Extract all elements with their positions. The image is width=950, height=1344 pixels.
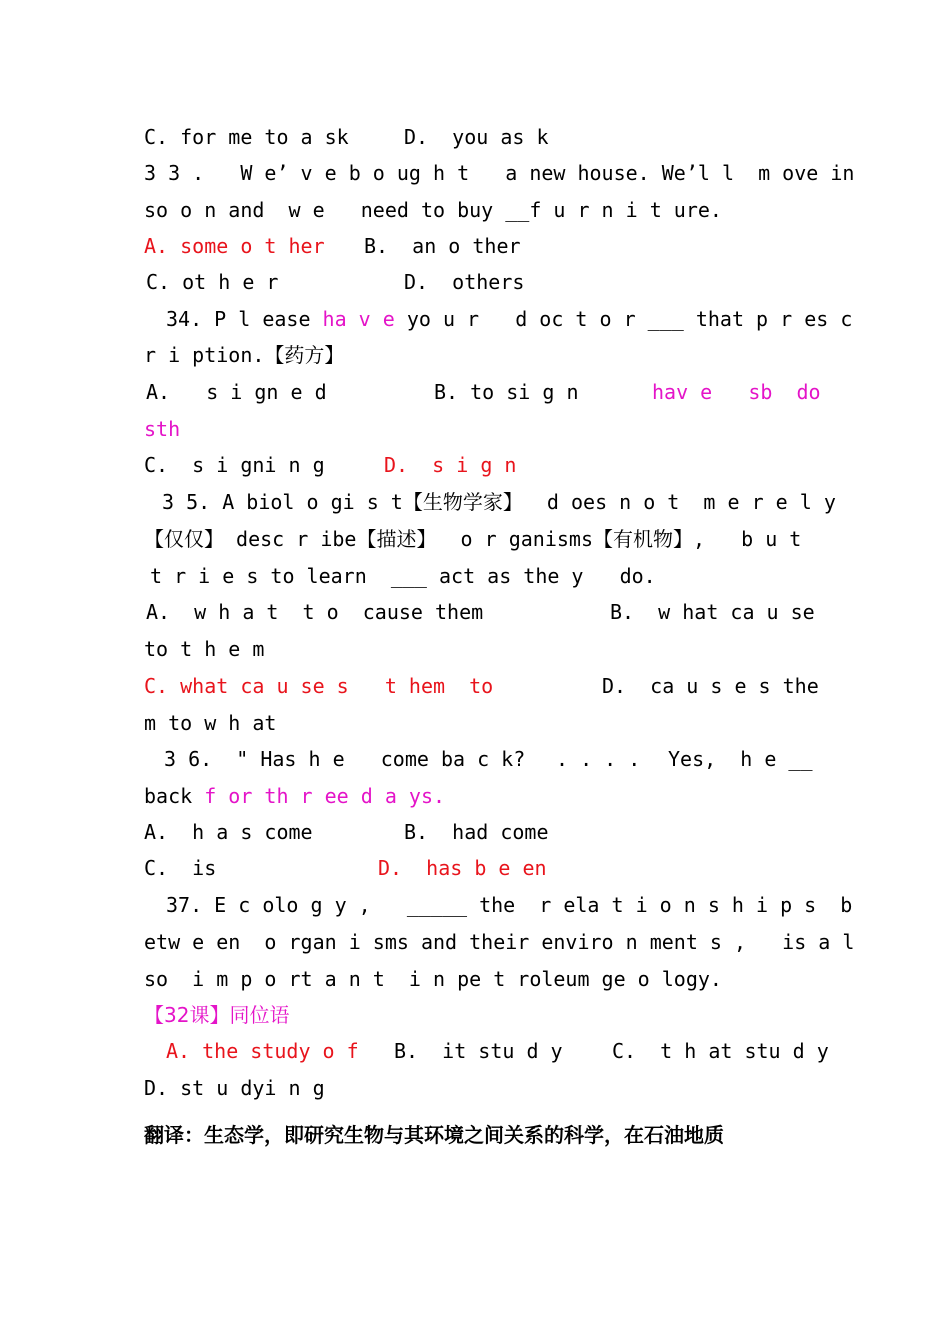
q35-option-b-line2: to t h e m — [144, 637, 265, 661]
q35-option-d-line2: m to w h at — [144, 711, 277, 735]
q37-option-a-answer: A. the study o f — [166, 1039, 359, 1063]
q33-option-c: C. ot h e r — [146, 270, 279, 294]
q34-note-line1: hav e sb do — [652, 380, 821, 404]
q37-stem-line1: 37. E c olo g y , _____ the r ela t i o n s h i p s b — [166, 893, 853, 917]
q36-option-d-answer: D. has b e en — [378, 856, 547, 880]
q37-lesson-note: 【32课】同位语 — [144, 1003, 290, 1027]
q36-option-a: A. h a s come — [144, 820, 313, 844]
q35-stem-line1: 3 5. A biol o gi s t【生物学家】 d oes n o t m e r e l y — [162, 490, 836, 514]
q33-stem-line1: 3 3 . W e’ v e b o ug h t a new house. We’l l m ove in — [144, 161, 855, 185]
q37-translation: 翻译：生态学，即研究生物与其环境之间关系的科学，在石油地质 — [144, 1123, 724, 1147]
q34-stem-line2: r i ption.【药方】 — [144, 343, 345, 367]
q34-stem-text-c: yo u r d oc t o r ___ that p r es c — [394, 307, 853, 331]
q36-stem-line1-a: 3 6. " Has h e come ba c k? — [164, 747, 526, 771]
q36-stem-line1-dots: . . . . — [556, 747, 641, 771]
q33-option-a-answer: A. some o t her — [144, 234, 325, 258]
q33-stem-line2: so o n and w e need to buy __f u r n i t ure. — [144, 198, 722, 222]
q35-stem-line3: t r i e s to learn ___ act as the y do. — [150, 564, 656, 588]
q34-stem-text-a: 34. P l ease — [166, 307, 323, 331]
q35-stem-line2: 【仅仅】 desc r ibe【描述】 o r ganisms【有机物】, b u t — [144, 527, 802, 551]
q35-option-a: A. w h a t t o cause them — [146, 600, 484, 624]
q36-option-c: C. is — [144, 856, 217, 880]
q37-option-b: B. it stu d y — [394, 1039, 563, 1063]
q37-stem-line3: so i m p o rt a n t i n pe t roleum ge o logy. — [144, 967, 722, 991]
q36-stem-line1-c: Yes, h e __ — [668, 747, 813, 771]
q34-option-d-answer: D. s i g n — [384, 453, 517, 477]
q36-highlight-for-three-days: f or th r ee d a ys. — [204, 784, 446, 808]
q37-option-c: C. t h at stu d y — [612, 1039, 829, 1063]
q36-stem-line2 — [144, 783, 445, 809]
q34-option-b: B. to si g n — [434, 380, 579, 404]
q34-option-c: C. s i gni n g — [144, 453, 325, 477]
q34-stem-line1 — [166, 306, 852, 332]
q34-option-a: A. s i gn e d — [146, 380, 327, 404]
q32-option-d: D. you as k — [404, 125, 549, 149]
q37-stem-line2: etw e en o rgan i sms and their enviro n ment s , is a l — [144, 930, 855, 954]
q37-option-d: D. st u dyi n g — [144, 1076, 325, 1100]
q36-stem-text: back — [144, 784, 205, 808]
q35-option-c-answer: C. what ca u se s t hem to — [144, 674, 494, 698]
q33-option-b: B. an o ther — [364, 234, 521, 258]
q35-option-b-line1: B. w hat ca u se — [610, 600, 815, 624]
q34-highlight-have: ha v e — [322, 307, 395, 331]
q34-note-line2: sth — [144, 417, 181, 441]
q32-option-c: C. for me to a sk — [144, 125, 349, 149]
q35-option-d-line1: D. ca u s e s the — [602, 674, 819, 698]
q33-option-d: D. others — [404, 270, 525, 294]
q36-option-b: B. had come — [404, 820, 549, 844]
